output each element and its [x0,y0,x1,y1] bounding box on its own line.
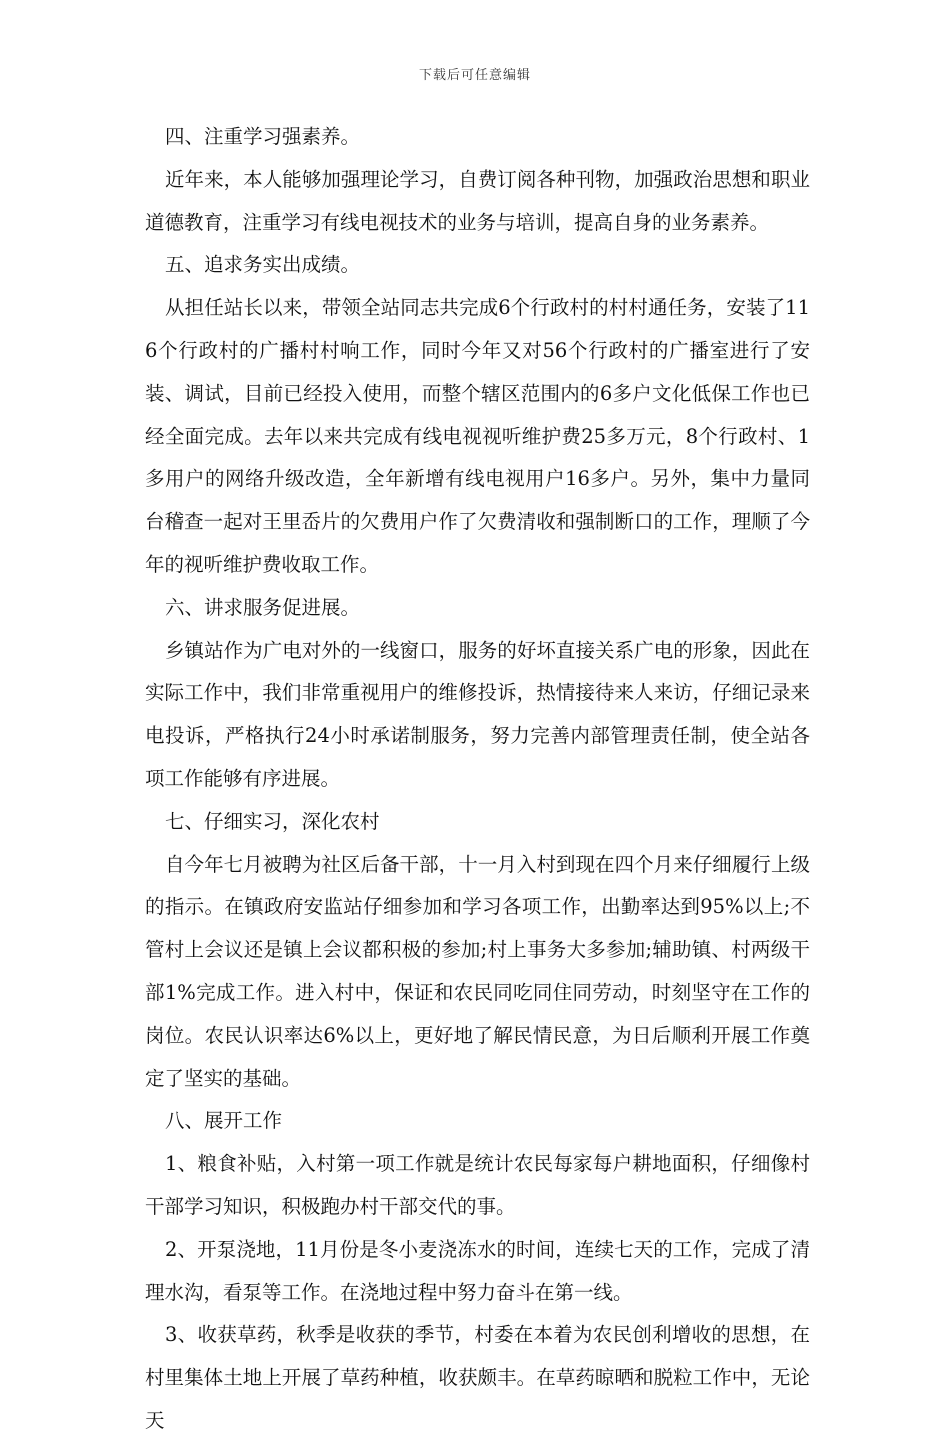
section-heading-5: 五、追求务实出成绩。 [165,253,361,277]
section-heading-8: 八、展开工作 [165,1109,283,1133]
section-heading-6: 六、讲求服务促进展。 [165,595,361,619]
section-heading-7: 七、仔细实习，深化农村 [165,809,380,833]
list-item: 3、收获草药，秋季是收获的季节，村委在本着为农民创利增收的思想，在村里集体土地上开展了草药种植，收获颇丰。在草药晾晒和脱粒工作中，无论天 [145,1323,810,1432]
paragraph: 自今年七月被聘为社区后备干部，十一月入村到现在四个月来仔细履行上级的指示。在镇政府安监站仔细参加和学习各项工作，出勤率达到95%以上;不管村上会议还是镇上会议都积极的参加;村上事务大多参加;辅助镇、村两级干部1%完成工作。进入村中，保证和农民同吃同住同劳动，时刻坚守在工作的岗位。农民认识率达6%以上，更好地了解民情民意，为日后顺利开展工作奠定了坚实的基础。 [145,852,810,1090]
list-item: 2、开泵浇地，11月份是冬小麦浇冻水的时间，连续七天的工作，完成了清理水沟，看泵等工作。在浇地过程中努力奋斗在第一线。 [145,1237,810,1304]
paragraph: 近年来，本人能够加强理论学习，自费订阅各种刊物，加强政治思想和职业道德教育，注重学习有线电视技术的业务与培训，提高自身的业务素养。 [145,167,810,234]
list-item: 1、粮食补贴，入村第一项工作就是统计农民每家每户耕地面积，仔细像村干部学习知识，积极跑办村干部交代的事。 [145,1152,810,1218]
section-heading-4: 四、注重学习强素养。 [165,125,361,148]
document-body [145,116,810,1443]
paragraph: 从担任站长以来，带领全站同志共完成6个行政村的村村通任务，安装了116个行政村的广播村村响工作，同时今年又对56个行政村的广播室进行了安装、调试，目前已经投入使用，而整个辖区范围内的6多户文化低保工作也已经全面完成。去年以来共完成有线电视视听维护费25多万元，8个行政村、1多用户的网络升级改造，全年新增有线电视用户16多户。另外，集中力量同台稽查一起对王里岙片的欠费用户作了欠费清收和强制断口的工作，理顺了今年的视听维护费收取工作。 [145,296,810,576]
paragraph: 乡镇站作为广电对外的一线窗口，服务的好坏直接关系广电的形象，因此在实际工作中，我们非常重视用户的维修投诉，热情接待来人来访，仔细记录来电投诉，严格执行24小时承诺制服务，努力完善内部管理责任制，使全站各项工作能够有序进展。 [145,638,810,790]
page-header: 下载后可任意编辑 [418,68,531,83]
